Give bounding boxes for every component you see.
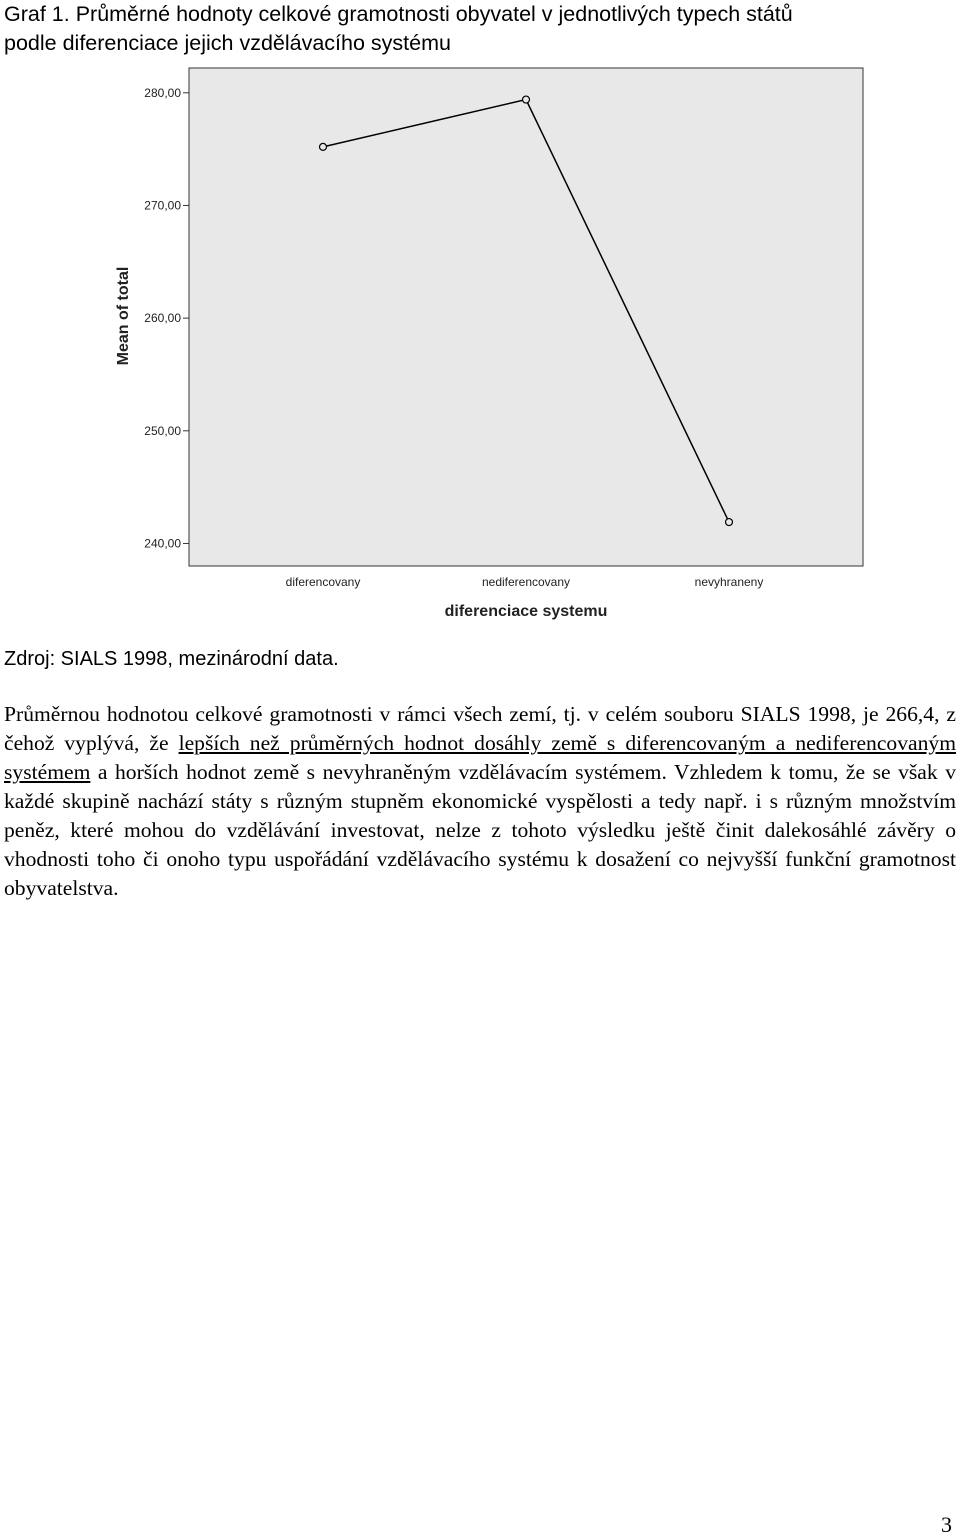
x-tick-label: nevyhraneny [694, 575, 764, 589]
source-note: Zdroj: SIALS 1998, mezinárodní data. [4, 648, 339, 670]
x-tick-label: nediferencovany [481, 575, 571, 589]
paragraph-text-1: Průměrnou hodnotou celkové gramotnosti v rámci všech zemí, tj. v celém souboru SIALS 1998, je 266,4, z čehož vyplývá, že [4, 702, 956, 755]
caption-line-2: podle diferenciace jejich vzdělávacího systému [4, 31, 451, 55]
data-point [523, 96, 530, 103]
data-point [320, 143, 327, 150]
y-tick-label: 250,00 [144, 423, 181, 438]
paragraph-text-2: a horších hodnot země s nevyhraněným vzdělávacím systémem. Vzhledem k tomu, že se však v každé skupině nachází státy s různým stupněm ekonomické vyspělosti a tedy např. i s různým množstvím peněz, které mohou do vzdělávání investovat, nelze z tohoto výsledku ještě činit dalekosáhlé závěry o vhodnosti toho či onoho typu uspořádání vzdělávacího systému k dosažení co nejvyšší funkční gramotnost obyvatelstva. [4, 760, 956, 900]
paragraph-underlined: lepších než průměrných hodnot dosáhly země s diferencovaným a nediferencovaným systémem [4, 731, 956, 784]
body-paragraph [4, 700, 956, 903]
x-tick-label: diferencovany [285, 575, 361, 589]
y-tick-label: 270,00 [144, 198, 181, 213]
page-number: 3 [941, 1512, 952, 1537]
figure-caption [4, 0, 954, 58]
line-chart [0, 60, 960, 626]
caption-line-1: Graf 1. Průměrné hodnoty celkové gramotnosti obyvatel v jednotlivých typech států [4, 2, 793, 26]
plot-area [189, 68, 863, 566]
y-tick-label: 260,00 [144, 311, 181, 326]
y-tick-label: 280,00 [144, 85, 181, 100]
x-axis-title: diferenciace systemu [444, 603, 608, 620]
y-axis-title: Mean of total [115, 266, 132, 366]
y-tick-label: 240,00 [144, 536, 181, 551]
data-point [726, 519, 733, 526]
